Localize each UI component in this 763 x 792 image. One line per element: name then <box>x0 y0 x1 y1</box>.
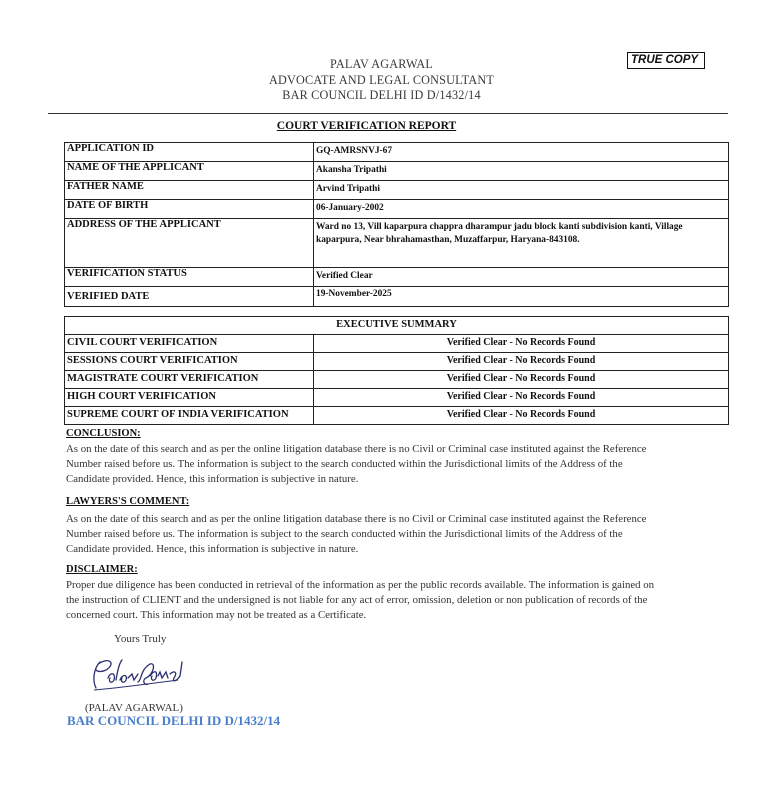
disclaimer-line: the instruction of CLIENT and the undersigned is not liable for any act of error, omission, deletion or non publication of records of the <box>66 594 648 606</box>
applicant-details-table <box>64 142 729 307</box>
summary-label: SUPREME COURT OF INDIA VERIFICATION <box>65 407 314 425</box>
table-row <box>65 389 729 407</box>
table-row <box>65 335 729 353</box>
detail-value: 19-November-2025 <box>314 287 729 307</box>
closing-salutation: Yours Truly <box>114 633 167 645</box>
detail-label: DATE OF BIRTH <box>65 200 314 219</box>
table-row <box>65 317 729 335</box>
lawyers-comment-text <box>66 512 716 557</box>
executive-summary-table <box>64 316 729 425</box>
table-row <box>65 407 729 425</box>
summary-label: SESSIONS COURT VERIFICATION <box>65 353 314 371</box>
summary-label: CIVIL COURT VERIFICATION <box>65 335 314 353</box>
summary-value: Verified Clear - No Records Found <box>314 335 729 353</box>
lawyers-comment-heading: LAWYERS'S COMMENT: <box>66 496 190 507</box>
detail-label: FATHER NAME <box>65 181 314 200</box>
header-divider <box>48 113 728 114</box>
summary-value: Verified Clear - No Records Found <box>314 407 729 425</box>
comment-line: As on the date of this search and as per the online litigation database there is no Civil or Criminal case instituted against the Reference <box>66 513 647 525</box>
comment-line: Number raised before us. The information is subject to the search conducted within the Jurisdictional limits of the Address of the <box>66 528 623 540</box>
true-copy-stamp: TRUE COPY <box>627 52 705 69</box>
signatory-name: (PALAV AGARWAL) <box>85 702 183 714</box>
disclaimer-line: Proper due diligence has been conducted in retrieval of the information as per the public records available. The information is gained on <box>66 579 655 591</box>
table-row <box>65 268 729 287</box>
table-row <box>65 353 729 371</box>
detail-value: Arvind Tripathi <box>314 181 729 200</box>
detail-value: GQ-AMRSNVJ-67 <box>314 143 729 162</box>
table-row <box>65 287 729 307</box>
detail-value: 06-January-2002 <box>314 200 729 219</box>
advocate-name: PALAV AGARWAL <box>330 57 433 71</box>
report-title: COURT VERIFICATION REPORT <box>276 120 457 132</box>
bar-council-id: BAR COUNCIL DELHI ID D/1432/14 <box>282 88 481 102</box>
detail-label: VERIFIED DATE <box>65 287 314 307</box>
detail-value: Verified Clear <box>314 268 729 287</box>
table-row <box>65 219 729 268</box>
summary-value: Verified Clear - No Records Found <box>314 371 729 389</box>
table-row <box>65 143 729 162</box>
summary-value: Verified Clear - No Records Found <box>314 389 729 407</box>
table-row <box>65 181 729 200</box>
table-row <box>65 162 729 181</box>
conclusion-line: Number raised before us. The information is subject to the search conducted within the Jurisdictional limits of the Address of the <box>66 458 623 470</box>
disclaimer-line: concerned court. This information may not be treated as a Certificate. <box>66 609 367 621</box>
advocate-designation: ADVOCATE AND LEGAL CONSULTANT <box>269 72 494 87</box>
signature-icon <box>88 654 188 698</box>
disclaimer-heading: DISCLAIMER: <box>66 564 138 575</box>
detail-value: Akansha Tripathi <box>314 162 729 181</box>
signatory-bar-council-id: BAR COUNCIL DELHI ID D/1432/14 <box>67 713 281 728</box>
summary-title: EXECUTIVE SUMMARY <box>65 317 729 335</box>
summary-label: HIGH COURT VERIFICATION <box>65 389 314 407</box>
detail-label: VERIFICATION STATUS <box>65 268 314 287</box>
summary-label: MAGISTRATE COURT VERIFICATION <box>65 371 314 389</box>
conclusion-line: As on the date of this search and as per the online litigation database there is no Civil or Criminal case instituted against the Reference <box>66 443 647 455</box>
conclusion-line: Candidate provided. Hence, this information is subjective in nature. <box>66 473 359 485</box>
conclusion-heading: CONCLUSION: <box>66 428 141 439</box>
detail-label: NAME OF THE APPLICANT <box>65 162 314 181</box>
disclaimer-text <box>66 578 726 623</box>
detail-value: Ward no 13, Vill kaparpura chappra dharampur jadu block kanti subdivision kanti, Village kaparpura, Near bhrahamasthan, Muzaffarpur, Haryana-843108. <box>314 219 729 268</box>
detail-label: APPLICATION ID <box>65 143 314 162</box>
detail-label: ADDRESS OF THE APPLICANT <box>65 219 314 268</box>
summary-value: Verified Clear - No Records Found <box>314 353 729 371</box>
comment-line: Candidate provided. Hence, this information is subjective in nature. <box>66 543 359 555</box>
conclusion-text <box>66 442 716 487</box>
table-row <box>65 200 729 219</box>
table-row <box>65 371 729 389</box>
